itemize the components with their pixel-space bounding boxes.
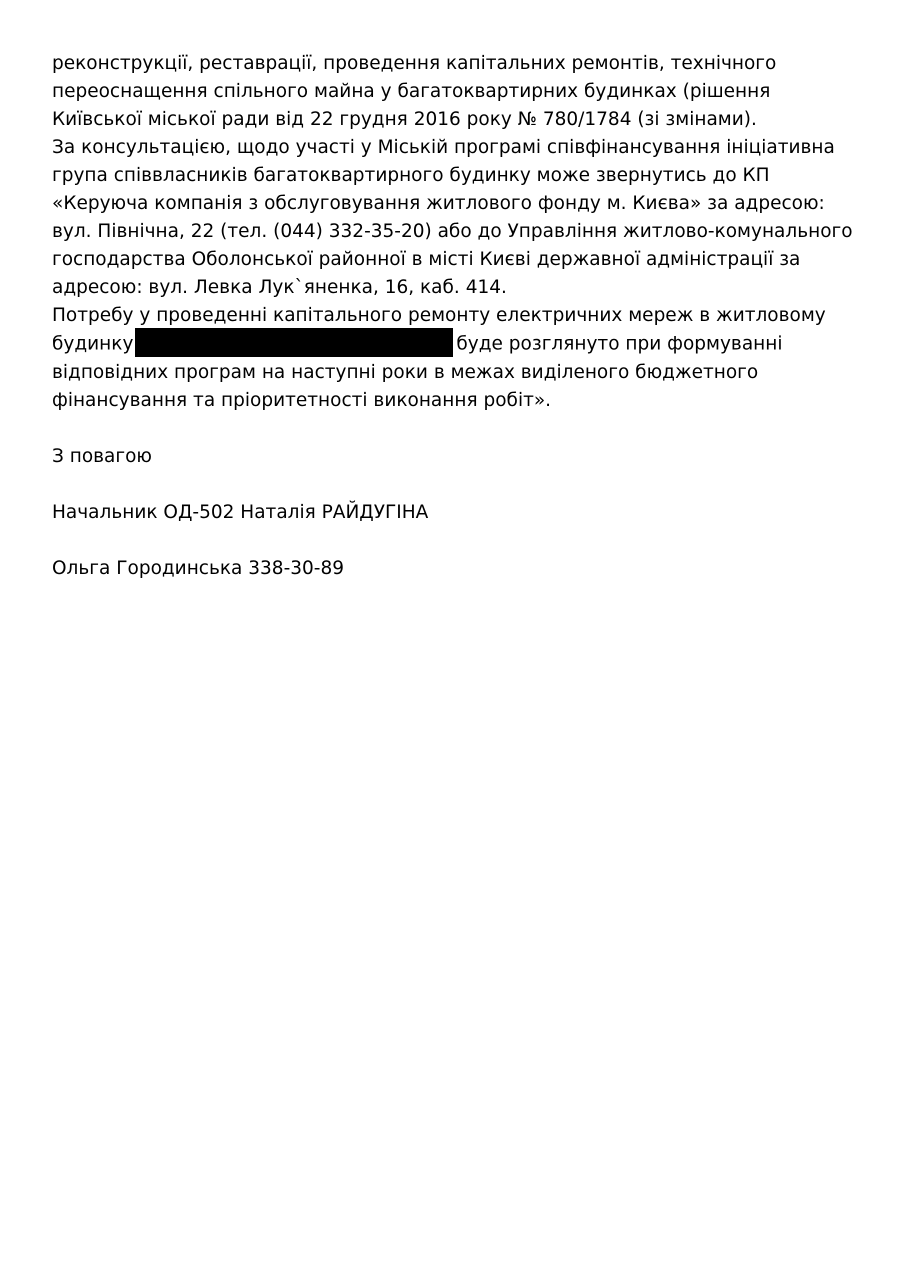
closing-line: З повагою bbox=[52, 446, 153, 467]
body-line: реконструкції, реставрації, проведення капітальних ремонтів, технічного bbox=[52, 53, 777, 74]
body-line: вул. Північна, 22 (тел. (044) 332-35-20) або до Управління житлово-комунального bbox=[52, 221, 853, 242]
body-line-redacted bbox=[52, 330, 854, 359]
redacted-line-suffix: буде розглянуто при формуванні bbox=[456, 333, 783, 355]
body-line: переоснащення спільного майна у багатоквартирних будинках (рішення bbox=[52, 81, 771, 102]
contact-line: Ольга Городинська 338-30-89 bbox=[52, 558, 345, 579]
body-line: Потребу у проведенні капітального ремонту електричних мереж в житловому bbox=[52, 305, 826, 326]
body-line: група співвласників багатоквартирного будинку може звернутись до КП bbox=[52, 165, 770, 186]
body-line: За консультацією, щодо участі у Міській програмі співфінансування ініціативна bbox=[52, 137, 835, 158]
redacted-line-prefix: будинку bbox=[52, 333, 134, 355]
body-line: Київської міської ради від 22 грудня 2016 року № 780/1784 (зі змінами). bbox=[52, 109, 757, 130]
body-line: господарства Оболонської районної в місті Києві державної адміністрації за bbox=[52, 249, 801, 270]
redaction-box bbox=[135, 328, 453, 357]
body-line: «Керуюча компанія з обслуговування житлового фонду м. Києва» за адресою: bbox=[52, 193, 825, 214]
body-line: фінансування та пріоритетності виконання робіт». bbox=[52, 390, 552, 411]
body-line: відповідних програм на наступні роки в межах виділеного бюджетного bbox=[52, 362, 759, 383]
body-line: адресою: вул. Левка Лук`яненка, 16, каб. 414. bbox=[52, 277, 507, 298]
signature-line: Начальник ОД-502 Наталія РАЙДУГІНА bbox=[52, 502, 429, 523]
